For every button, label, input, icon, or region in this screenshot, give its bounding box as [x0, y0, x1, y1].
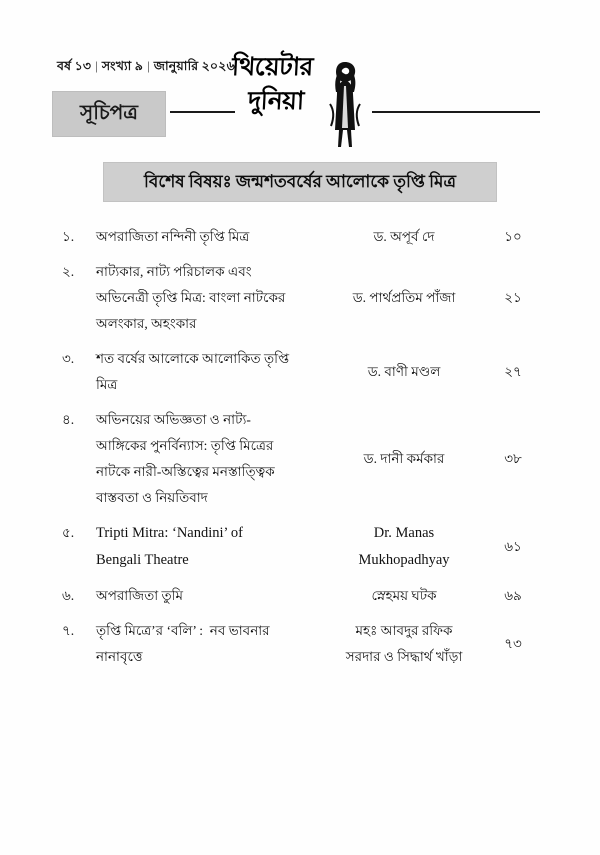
entry-title-line: অভিনয়ের অভিজ্ঞতা ও নাট্য- [96, 412, 251, 427]
entry-author-line: ড. দানী কর্মকার [363, 451, 445, 466]
entry-title[interactable] [96, 346, 320, 398]
entry-author-line: সরদার ও সিদ্ধার্থ খাঁড়া [345, 649, 463, 664]
entry-author [320, 618, 488, 670]
standing-actor-figure-icon [322, 52, 368, 148]
special-topic-text: বিশেষ বিষয়ঃ জন্মশতবর্ষের আলোকে তৃপ্তি মিত্র [144, 171, 456, 191]
entry-author-line: ড. অপূর্ব দে [373, 229, 435, 244]
entry-title[interactable] [96, 259, 320, 337]
entry-page-number: ২৭ [504, 363, 522, 379]
entry-title[interactable] [96, 583, 320, 609]
entry-serial-number: ৬. [62, 588, 75, 603]
entry-author-line: স্নেহময় ঘটক [371, 588, 437, 603]
entry-title-line: অভিনেত্রী তৃপ্তি মিত্র: বাংলা নাটকের [96, 290, 286, 305]
table-of-contents [62, 224, 538, 670]
issue-separator-2: | [147, 59, 150, 73]
entry-author [320, 583, 488, 609]
issue-separator-1: | [95, 59, 98, 73]
entry-title-line: অপরাজিতা নন্দিনী তৃপ্তি মিত্র [96, 229, 250, 244]
entry-title-line: বাস্তবতা ও নিয়তিবাদ [96, 490, 208, 505]
table-of-contents-row[interactable] [62, 259, 538, 337]
entry-page-number: ২১ [504, 289, 522, 305]
entry-serial-number: ৫. [62, 525, 75, 540]
entry-title-line: মিত্র [96, 377, 118, 392]
entry-page-number: ৩৮ [504, 450, 522, 466]
entry-title[interactable] [96, 520, 320, 574]
entry-author [320, 224, 488, 250]
special-topic-banner [103, 162, 497, 202]
table-of-contents-row[interactable] [62, 224, 538, 250]
entry-title-line: আঙ্গিকের পুনর্বিন্যাস: তৃপ্তি মিত্রের [96, 438, 274, 453]
entry-author-line: মহঃ আবদুর রফিক [355, 623, 453, 638]
issue-number: সংখ্যা ৯ [101, 59, 144, 73]
magazine-logo [232, 52, 368, 148]
issue-volume: বর্ষ ১৩ [57, 59, 92, 73]
issue-line [57, 58, 235, 78]
table-of-contents-row[interactable] [62, 583, 538, 609]
entry-author-line: ড. পার্থপ্রতিম পাঁজা [352, 290, 456, 305]
entry-title[interactable] [96, 618, 320, 670]
entry-page-number: ৭৩ [504, 635, 522, 651]
entry-serial-number: ৪. [62, 412, 75, 427]
table-of-contents-row[interactable] [62, 346, 538, 398]
entry-serial-number: ৭. [62, 623, 75, 638]
entry-author-line: Dr. Manas [373, 525, 435, 541]
issue-date: জানুয়ারি ২০২৬ [153, 59, 235, 73]
entry-title-line: Bengali Theatre [96, 552, 189, 568]
entry-title-line: নাটকে নারী-অস্তিত্বের মনস্তাত্ত্বিক [96, 464, 275, 479]
entry-title-line: নাট্যকার, নাট্য পরিচালক এবং [96, 264, 252, 279]
entry-title-line: তৃপ্তি মিত্রে’র ‘বলি’ : নব ভাবনার [96, 623, 270, 638]
entry-author-line: ড. বাণী মণ্ডল [367, 364, 441, 379]
masthead [0, 0, 600, 150]
header-rule-right [372, 111, 540, 113]
entry-serial-number: ১. [62, 229, 75, 244]
entry-author [320, 285, 488, 311]
table-of-contents-row[interactable] [62, 407, 538, 511]
entry-author-line: Mukhopadhyay [358, 552, 450, 568]
entry-title-line: শত বর্ষের আলোকে আলোকিত তৃপ্তি [96, 351, 290, 366]
entry-page-number: ১০ [504, 228, 522, 244]
magazine-logo-line1: থিয়েটার [231, 52, 314, 81]
entry-title-line: নানাবৃত্তে [96, 649, 143, 664]
entry-author [320, 520, 488, 574]
entry-title[interactable] [96, 407, 320, 511]
entry-page-number: ৬৯ [504, 587, 522, 603]
magazine-logo-line2: দুনিয়া [247, 86, 305, 115]
entry-author [320, 446, 488, 472]
table-of-contents-row[interactable] [62, 618, 538, 670]
entry-title[interactable] [96, 224, 320, 250]
section-title-box [52, 91, 166, 137]
entry-title-line: অলংকার, অহংকার [96, 316, 197, 331]
section-title: সূচিপত্র [80, 102, 138, 124]
magazine-logo-text [232, 52, 336, 116]
entry-author [320, 359, 488, 385]
table-of-contents-row[interactable] [62, 520, 538, 574]
header-rule-left [170, 111, 235, 113]
entry-page-number: ৬১ [504, 538, 522, 554]
entry-serial-number: ৩. [62, 351, 75, 366]
entry-title-line: অপরাজিতা তুমি [96, 588, 184, 603]
entry-title-line: Tripti Mitra: ‘Nandini’ of [96, 525, 244, 541]
entry-serial-number: ২. [62, 264, 75, 279]
